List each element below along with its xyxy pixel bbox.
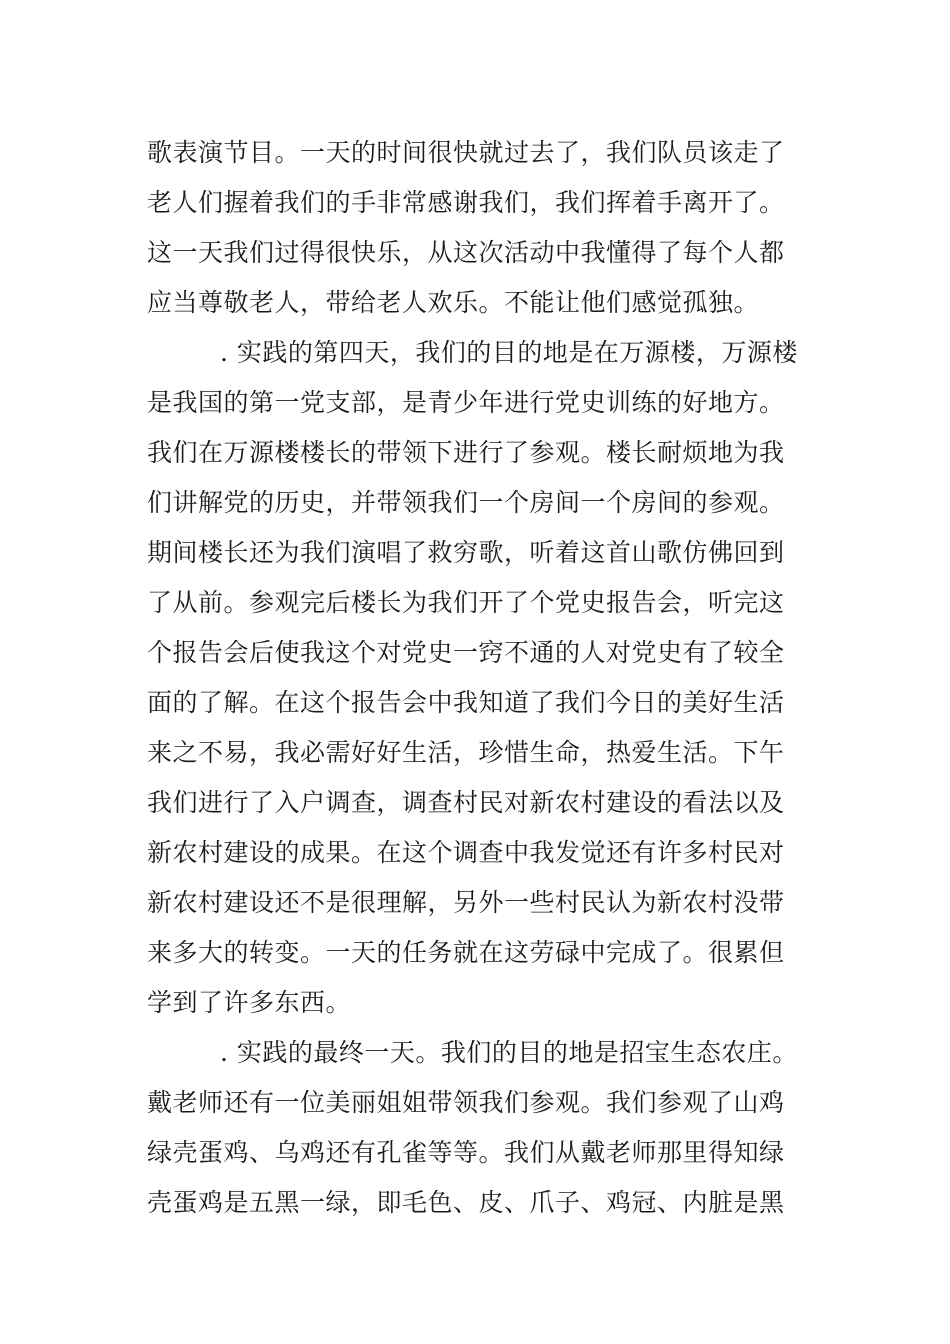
text-line: 期间楼长还为我们演唱了救穷歌，听着这首山歌仿佛回到 [147,538,785,567]
text-line: 个报告会后使我这个对党史一窍不通的人对党史有了较全 [147,638,785,667]
text-line: 新农村建设还不是很理解，另外一些村民认为新农村没带 [147,888,785,917]
text-line: 面的了解。在这个报告会中我知道了我们今日的美好生活 [147,688,785,717]
text-line: 新农村建设的成果。在这个调查中我发觉还有许多村民对 [147,838,785,867]
text-line: 我们进行了入户调查，调查村民对新农村建设的看法以及 [147,788,785,817]
text-line: 这一天我们过得很快乐，从这次活动中我懂得了每个人都 [147,238,785,267]
text-line: 了从前。参观完后楼长为我们开了个党史报告会，听完这 [147,588,785,617]
text-line: 老人们握着我们的手非常感谢我们，我们挥着手离开了。 [147,188,785,217]
paragraph-start-line: . 实践的最终一天。我们的目的地是招宝生态农庄。 [220,1038,798,1067]
text-line: 绿壳蛋鸡、乌鸡还有孔雀等等。我们从戴老师那里得知绿 [147,1138,785,1167]
text-line: 学到了许多东西。 [147,988,352,1017]
text-line: 歌表演节目。一天的时间很快就过去了，我们队员该走了 [147,138,785,167]
text-line: 壳蛋鸡是五黑一绿，即毛色、皮、爪子、鸡冠、内脏是黑 [147,1188,785,1217]
text-line: 来之不易，我必需好好生活，珍惜生命，热爱生活。下午 [147,738,785,767]
text-line: 应当尊敬老人，带给老人欢乐。不能让他们感觉孤独。 [147,288,760,317]
text-line: 我们在万源楼楼长的带领下进行了参观。楼长耐烦地为我 [147,438,785,467]
text-line: 戴老师还有一位美丽姐姐带领我们参观。我们参观了山鸡 [147,1088,785,1117]
text-line: 是我国的第一党支部，是青少年进行党史训练的好地方。 [147,388,785,417]
paragraph-start-line: . 实践的第四天，我们的目的地是在万源楼，万源楼 [220,338,798,367]
text-line: 们讲解党的历史，并带领我们一个房间一个房间的参观。 [147,488,785,517]
text-line: 来多大的转变。一天的任务就在这劳碌中完成了。很累但 [147,938,785,967]
body-text [147,128,807,1228]
